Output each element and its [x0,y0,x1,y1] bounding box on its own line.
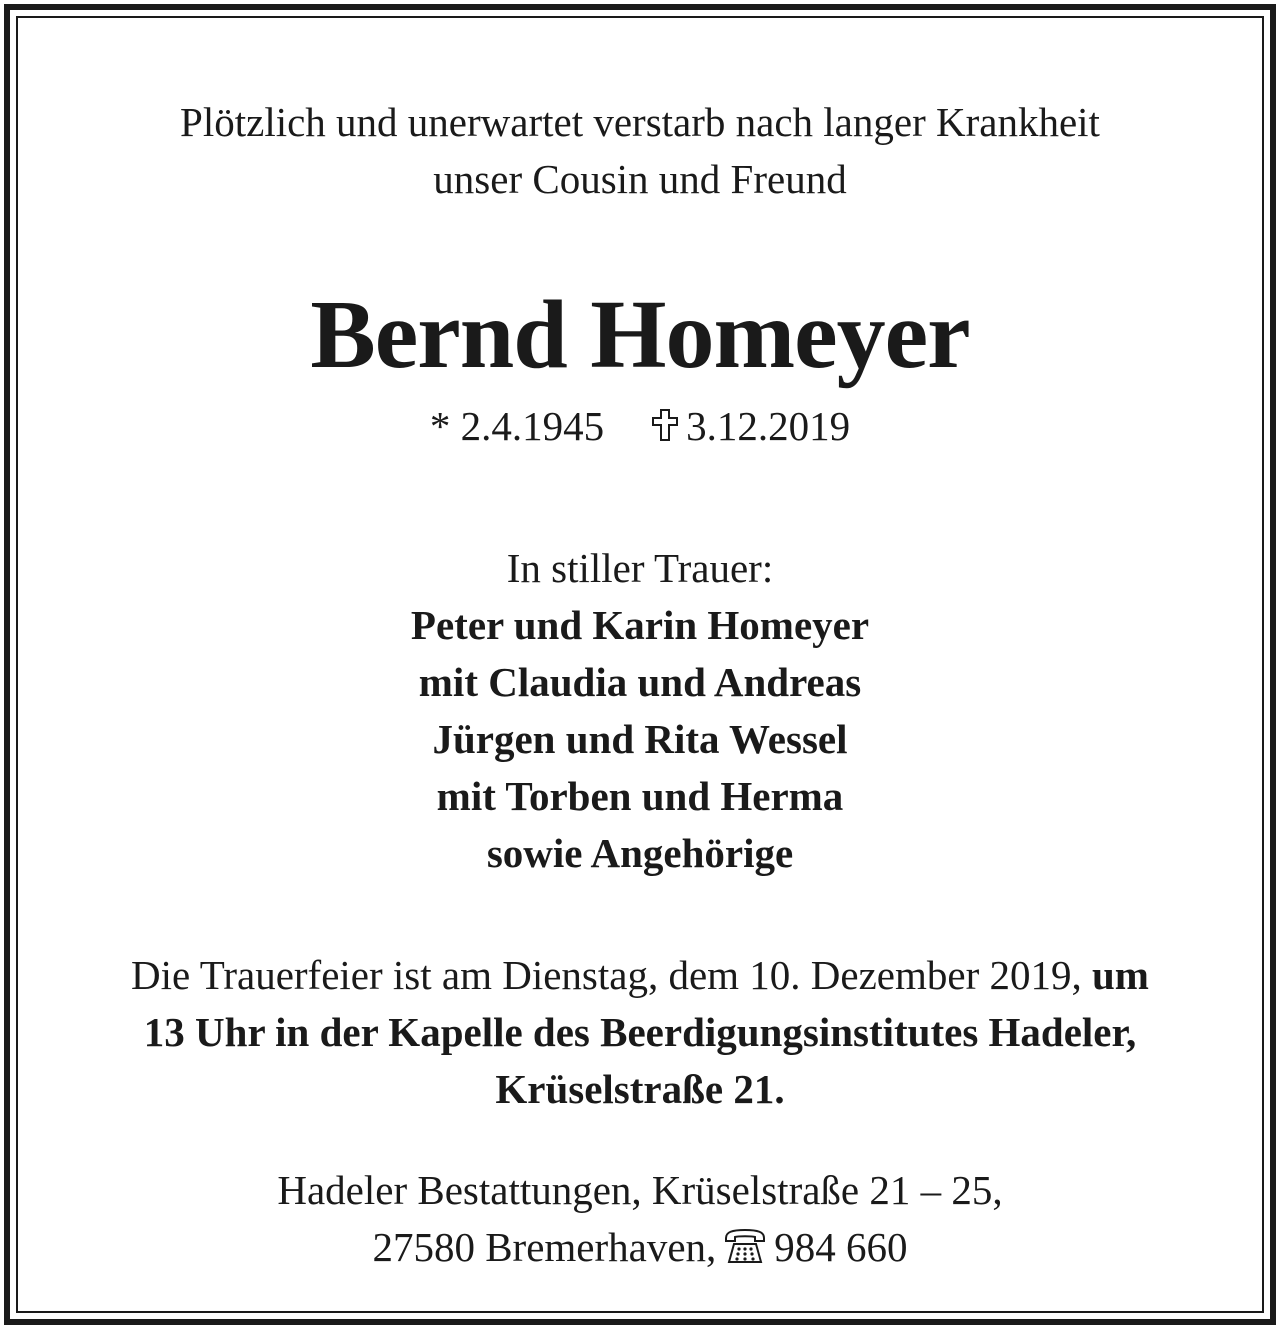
intro-line-1: Plötzlich und unerwartet verstarb nach langer Krankheit [180,99,1100,145]
death-date: 3.12.2019 [686,403,851,449]
funeral-service-info [22,947,1258,1118]
mourner-line: Jürgen und Rita Wessel [432,716,848,762]
service-line-1-regular: Die Trauerfeier ist am Dienstag, dem 10. Dezember 2019, [131,952,1082,998]
service-line-1-bold: um [1092,952,1149,998]
deceased-name: Bernd Homeyer [310,281,970,389]
service-line-2: 13 Uhr in der Kapelle des Beerdigungsinstitutes Hadeler, [143,1009,1137,1055]
birth-date: * 2.4.1945 [429,403,605,449]
life-dates [22,398,1258,455]
telephone-icon [722,1226,768,1266]
mourners-section [22,540,1258,882]
service-line-1 [22,947,1258,1004]
mourner-line: Peter und Karin Homeyer [410,602,870,648]
footer-city: 27580 Bremerhaven, [372,1224,717,1270]
mourning-heading: In stiller Trauer: [506,545,774,591]
funeral-home-info [22,1162,1258,1276]
footer-line-2 [22,1219,1258,1276]
intro-text [22,94,1258,208]
phone-number: 984 660 [774,1224,908,1270]
cross-icon [650,408,680,442]
intro-line-2: unser Cousin und Freund [433,156,847,202]
footer-line-1: Hadeler Bestattungen, Krüselstraße 21 – 25, [277,1167,1003,1213]
service-line-3: Krüselstraße 21. [495,1066,785,1112]
mourner-line: mit Torben und Herma [436,773,844,819]
mourner-line: sowie Angehörige [486,830,794,876]
mourner-line: mit Claudia und Andreas [418,659,862,705]
